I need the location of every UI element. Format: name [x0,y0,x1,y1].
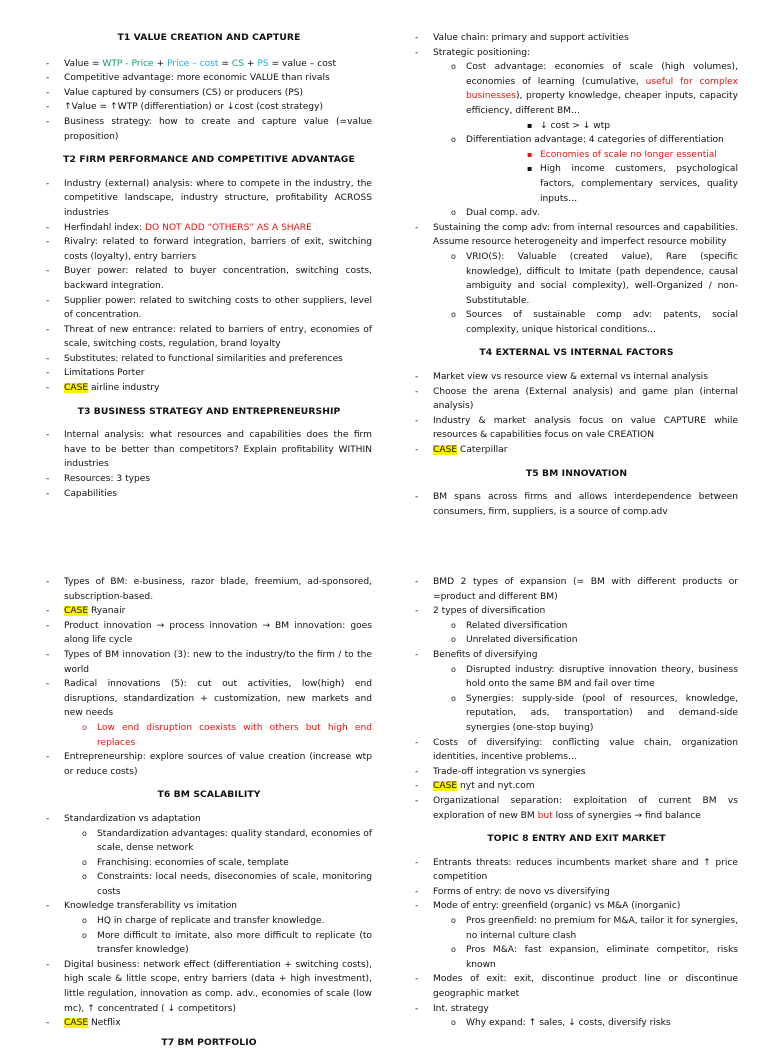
heading-t5: T5 BM INNOVATION [525,467,628,479]
heading-t2: T2 FIRM PERFORMANCE AND COMPETITIVE ADVANTAGE [63,154,355,166]
list-item: - Herfindahl index: DO NOT ADD “OTHERS” AS A SHARE [46,221,372,236]
list-item: o Disrupted industry: disruptive innovation theory, business hold onto the same BM and fail over time [451,663,738,692]
list-item: o Cost advantage: economies of scale (high volumes), economies of learning (cumulative, useful for complex businesses), property knowledge, cheaper inputs, capacity efficiency, different BM… ▪ ↓ cost > ↓ wtp [451,60,738,133]
heading-t1: T1 VALUE CREATION AND CAPTURE [117,32,301,43]
list-item: - Strategic positioning: o Cost advantage: economies of scale (high volumes), economies of learning (cumulative, useful for complex businesses), property knowledge, cheaper inputs, capacity efficiency, different BM… ▪ ↓ cost > ↓ wtp o Differentiation advantage: 4 categories of differentiation ▪ Economies of scale no longer essential ▪ High income customers, psychological factors, complementary services, quality inputs… o Dual comp. adv. [415,46,738,221]
list-item: ▪ Economies of scale no longer essential [527,148,738,163]
list-item: - CASE Caterpillar [415,443,738,458]
list-item: - CASE airline industry [46,381,372,396]
case-highlight: CASE [433,445,458,456]
list-item: - Supplier power: related to switching costs to other suppliers, level of concentration. [46,294,372,323]
list-portfolio [415,575,738,823]
list-item: o Franchising: economies of scale, template [82,856,372,871]
cs-term: CS [231,58,244,69]
list-item: o Dual comp. adv. [451,206,738,221]
list-item: - Modes of exit: exit, discontinue product line or discontinue geographic market [415,972,738,1001]
sublist-entry-mode [433,914,738,972]
list-item: o Related diversification [451,619,738,634]
sublist-benefits [433,663,738,736]
wtp-price-term: WTP - Price [102,58,154,69]
list-item: - Choose the arena (External analysis) and game plan (internal analysis) [415,385,738,414]
list-item: - CASE Netflix [46,1016,372,1031]
list-item: - Mode of entry: greenfield (organic) vs M&A (inorganic) o Pros greenfield: no premium for M&A, tailor it for synergies, no internal culture clash o Pros M&A: fast expansion, eliminate competitor, risks known [415,899,738,972]
list-item: - Resources: 3 types [46,472,372,487]
complex-business-note: useful for complex businesses [466,76,738,102]
list-item: - Entrants threats: reduces incumbents market share and ↑ price competition [415,856,738,885]
heading-t8: TOPIC 8 ENTRY AND EXIT MARKET [487,833,666,845]
list-item: - Organizational separation: exploitation of current BM vs exploration of new BM but loss of synergies → find balance [415,794,738,823]
list-item: - Trade-off integration vs synergies [415,765,738,780]
list-item: - Capabilities [46,487,372,502]
list-item: o Synergies: supply-side (pool of resources, knowledge, reputation, ads, transportation) and demand-side synergies (one-stop buying) [451,692,738,736]
case-highlight: CASE [64,1018,89,1029]
sublist-knowledge [64,914,372,958]
list-strategy [415,31,738,337]
list-item: o Why expand: ↑ sales, ↓ costs, diversify risks [451,1016,738,1031]
list-item: - Industry & market analysis focus on value CAPTURE while resources & capabilities focus on vale CREATION [415,414,738,443]
list-item: - Digital business: network effect (differentiation + switching costs), high scale & little scope, entry barriers (data + high investment), little regulation, innovation as comp. adv., economies of scale (low mc), ↑ concentrated ( ↓ competitors) [46,958,372,1016]
list-item: ▪ High income customers, psychological factors, complementary services, quality inputs… [527,162,738,206]
list-item: - Value = WTP - Price + Price – cost = CS + PS = value – cost [46,57,372,72]
case-highlight: CASE [64,606,89,617]
list-item: - Threat of new entrance: related to barriers of entry, economies of scale, switching costs, regulation, brand loyalty [46,323,372,352]
list-item: o Unrelated diversification [451,633,738,648]
list-item: - Radical innovations (5): cut out activities, low(high) end disruptions, standardization + customization, new markets and new needs o Low end disruption coexists with others but high end replaces [46,677,372,750]
sublist-diversification [433,619,738,648]
case-highlight: CASE [64,383,89,394]
list-item: - Value captured by consumers (CS) or producers (PS) [46,86,372,101]
case-highlight: CASE [433,781,458,792]
heading-t7: T7 BM PORTFOLIO [161,1036,257,1048]
list-item: - Substitutes: related to functional similarities and preferences [46,352,372,367]
list-item: - CASE Ryanair [46,604,372,619]
list-item: - Market view vs resource view & external vs internal analysis [415,370,738,385]
list-t8 [415,856,738,1031]
but-emphasis: but [537,810,553,821]
list-item: - Industry (external) analysis: where to compete in the industry, the competitive landscape, industry structure, profitability ACROSS industries [46,177,372,221]
quadrant-bottom-right [415,575,738,1031]
list-item: - Limitations Porter [46,366,372,381]
list-item: o Standardization advantages: quality standard, economies of scale, dense network [82,827,372,856]
list-item: - Internal analysis: what resources and capabilities does the firm have to be better than competitors? Explain profitability WITHIN industries [46,428,372,472]
herfindahl-warning: DO NOT ADD “OTHERS” AS A SHARE [145,222,312,233]
list-item: o More difficult to imitate, also more difficult to replicate (to transfer knowledge) [82,929,372,958]
list-item: - Costs of diversifying: conflicting value chain, organization identities, incentive problems… [415,736,738,765]
list-item: - 2 types of diversification o Related diversification o Unrelated diversification [415,604,738,648]
list-item: - Business strategy: how to create and capture value (=value proposition) [46,115,372,144]
list-bm-types [46,575,372,779]
sublist-cost [480,119,738,134]
list-item: - Standardization vs adaptation o Standardization advantages: quality standard, economies of scale, dense network o Franchising: economies of scale, template o Constraints: local needs, diseconomies of scale, monitoring costs [46,812,372,900]
list-item: o HQ in charge of replicate and transfer knowledge. [82,914,372,929]
list-item: - Rivalry: related to forward integration, barriers of exit, switching costs (loyalty), entry barriers [46,235,372,264]
list-item: - Value chain: primary and support activities [415,31,738,46]
quadrant-top-left [46,31,372,501]
list-item: o Low end disruption coexists with others but high end replaces [82,721,372,750]
quadrant-bottom-left [46,575,372,1050]
list-item: o VRIO(S): Valuable (created value), Rare (specific knowledge), difficult to Imitate (path dependence, causal ambiguity and social complexity), well-Organized / non-Substitutable. [451,250,738,308]
list-item: - Entrepreneurship: explore sources of value creation (increase wtp or reduce costs) [46,750,372,779]
list-item: o Pros greenfield: no premium for M&A, tailor it for synergies, no internal culture clash [451,914,738,943]
list-t1 [46,57,372,145]
list-item: - Buyer power: related to buyer concentration, switching costs, backward integration. [46,264,372,293]
heading-t6: T6 BM SCALABILITY [157,789,261,801]
list-t5 [415,490,738,519]
list-item: - Types of BM: e-business, razor blade, freemium, ad-sponsored, subscription-based. [46,575,372,604]
quadrant-top-right [415,31,738,519]
list-item: o Sources of sustainable comp adv: patents, social complexity, unique historical conditions… [451,308,738,337]
list-item: - CASE nyt and nyt.com [415,779,738,794]
list-item: - ↑Value = ↑WTP (differentiation) or ↓cost (cost strategy) [46,100,372,115]
list-item: - Forms of entry: de novo vs diversifying [415,885,738,900]
list-t2 [46,177,372,396]
list-item: - BM spans across firms and allows interdependence between consumers, firm, suppliers, is a source of comp.adv [415,490,738,519]
list-item: - Competitive advantage: more economic VALUE than rivals [46,71,372,86]
list-t4 [415,370,738,458]
list-item: o Differentiation advantage: 4 categories of differentiation ▪ Economies of scale no longer essential ▪ High income customers, psychological factors, complementary services, quality inputs… [451,133,738,206]
heading-t3: T3 BUSINESS STRATEGY AND ENTREPRENEURSHIP [77,405,341,417]
list-item: o Constraints: local needs, diseconomies of scale, monitoring costs [82,870,372,899]
list-item: - Int. strategy o Why expand: ↑ sales, ↓ costs, diversify risks [415,1002,738,1031]
ps-term: PS [257,58,269,69]
heading-t4: T4 EXTERNAL VS INTERNAL FACTORS [479,347,674,359]
list-item: - Product innovation → process innovation → BM innovation: goes along life cycle [46,619,372,648]
price-cost-term: Price – cost [167,58,219,69]
list-item: ▪ ↓ cost > ↓ wtp [527,119,738,134]
list-item: - Types of BM innovation (3): new to the industry/to the firm / to the world [46,648,372,677]
sublist-standardization [64,827,372,900]
sublist-positioning [433,60,738,221]
list-item: - BMD 2 types of expansion (= BM with different products or =product and different BM) [415,575,738,604]
list-item: - Knowledge transferability vs imitation o HQ in charge of replicate and transfer knowledge. o More difficult to imitate, also more difficult to replicate (to transfer knowledge) [46,899,372,957]
sublist-radical [64,721,372,750]
list-item: o Pros M&A: fast expansion, eliminate competitor, risks known [451,943,738,972]
list-item: - Benefits of diversifying o Disrupted industry: disruptive innovation theory, business hold onto the same BM and fail over time o Synergies: supply-side (pool of resources, knowledge, reputation, ads, transportation) and demand-side synergies (one-stop buying) [415,648,738,736]
list-t6 [46,812,372,1031]
sublist-sustaining [433,250,738,338]
list-t3 [46,428,372,501]
list-item: - Sustaining the comp adv: from internal resources and capabilities. Assume resource heterogeneity and imperfect resource mobility o VRIO(S): Valuable (created value), Rare (specific knowledge), difficult to Imitate (path dependence, causal ambiguity and social complexity), well-Organized / non-Substitutable. o Sources of sustainable comp adv: patents, social complexity, unique historical conditions… [415,221,738,338]
sublist-differentiation [480,148,738,206]
